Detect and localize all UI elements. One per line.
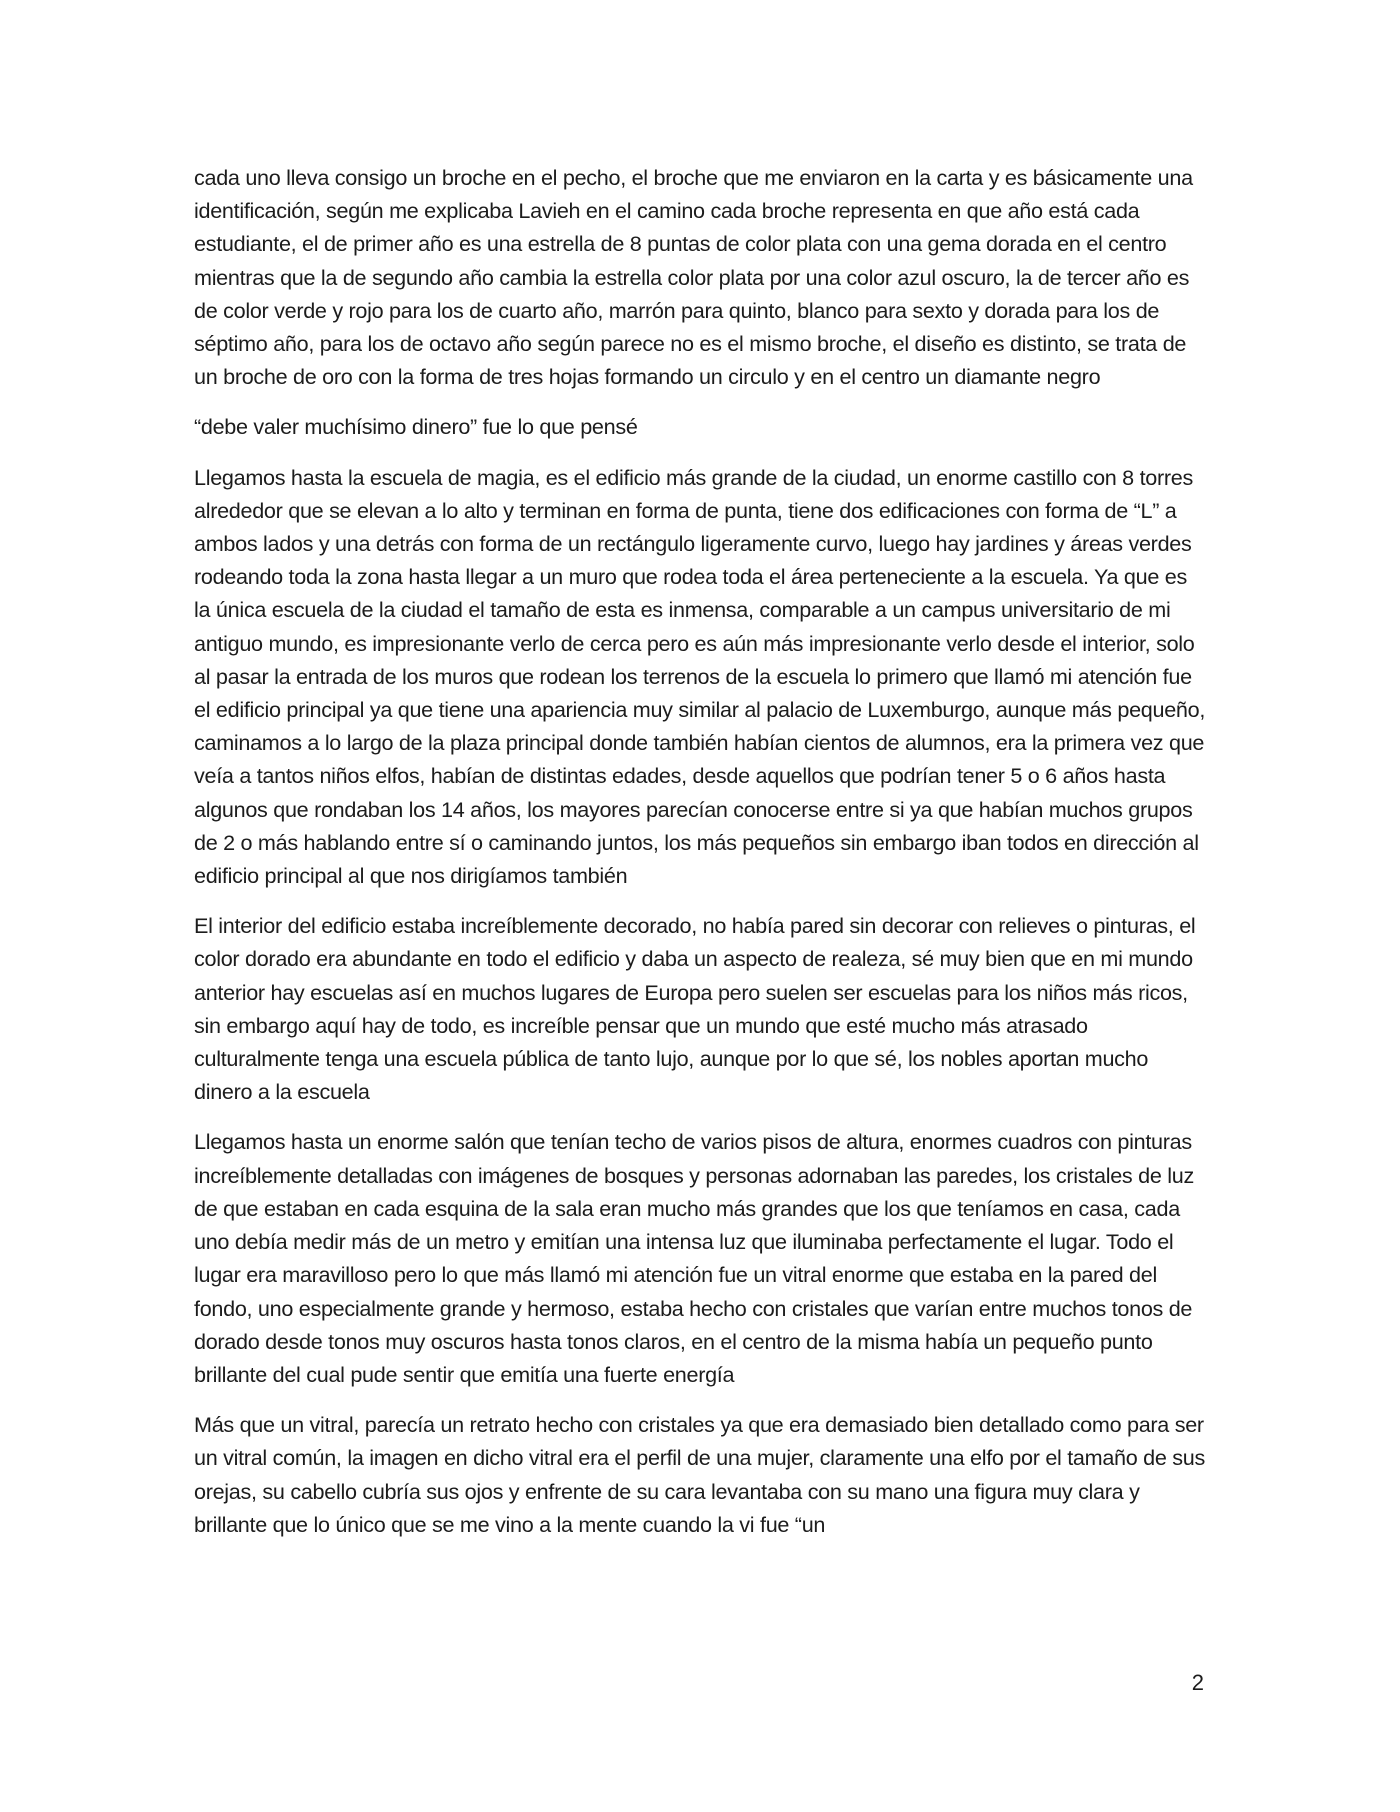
paragraph-5: Llegamos hasta un enorme salón que tenían techo de varios pisos de altura, enormes cuadros con pinturas increíblemente detalladas con imágenes de bosques y personas adornaban las paredes, los cristales de luz de que estaban en cada esquina de la sala eran mucho más grandes que los que teníamos en casa, cada uno debía medir más de un metro y emitían una intensa luz que iluminaba perfectamente el lugar. Todo el lugar era maravilloso pero lo que más llamó mi atención fue un vitral enorme que estaba en la pared del fondo, uno especialmente grande y hermoso, estaba hecho con cristales que varían entre muchos tonos de dorado desde tonos muy oscuros hasta tonos claros, en el centro de la misma había un pequeño punto brillante del cual pude sentir que emitía una fuerte energía [194, 1129, 1194, 1387]
paragraph-6: Más que un vitral, parecía un retrato hecho con cristales ya que era demasiado bien detallado como para ser un vitral común, la imagen en dicho vitral era el perfil de una mujer, claramente una elfo por el tamaño de sus orejas, su cabello cubría sus ojos y enfrente de su cara levantaba con su mano una figura muy clara y brillante que lo único que se me vino a la mente cuando la vi fue “un [194, 1412, 1205, 1537]
document-body [194, 161, 1206, 1558]
paragraph-1: cada uno lleva consigo un broche en el pecho, el broche que me enviaron en la carta y es básicamente una identificación, según me explicaba Lavieh en el camino cada broche representa en que año está cada estudiante, el de primer año es una estrella de 8 puntas de color plata con una gema dorada en el centro mientras que la de segundo año cambia la estrella color plata por una color azul oscuro, la de tercer año es de color verde y rojo para los de cuarto año, marrón para quinto, blanco para sexto y dorada para los de séptimo año, para los de octavo año según parece no es el mismo broche, el diseño es distinto, se trata de un broche de oro con la forma de tres hojas formando un circulo y en el centro un diamante negro [194, 165, 1193, 390]
paragraph-4: El interior del edificio estaba increíblemente decorado, no había pared sin decorar con relieves o pinturas, el color dorado era abundante en todo el edificio y daba un aspecto de realeza, sé muy bien que en mi mundo anterior hay escuelas así en muchos lugares de Europa pero suelen ser escuelas para los niños más ricos, sin embargo aquí hay de todo, es increíble pensar que un mundo que esté mucho más atrasado culturalmente tenga una escuela pública de tanto lujo, aunque por lo que sé, los nobles aportan mucho dinero a la escuela [194, 913, 1196, 1105]
paragraph-3: Llegamos hasta la escuela de magia, es el edificio más grande de la ciudad, un enorme castillo con 8 torres alrededor que se elevan a lo alto y terminan en forma de punta, tiene dos edificaciones con forma de “L” a ambos lados y una detrás con forma de un rectángulo ligeramente curvo, luego hay jardines y áreas verdes rodeando toda la zona hasta llegar a un muro que rodea toda el área perteneciente a la escuela. Ya que es la única escuela de la ciudad el tamaño de esta es inmensa, comparable a un campus universitario de mi antiguo mundo, es impresionante verlo de cerca pero es aún más impresionante verlo desde el interior, solo al pasar la entrada de los muros que rodean los terrenos de la escuela lo primero que llamó mi atención fue el edificio principal ya que tiene una apariencia muy similar al palacio de Luxemburgo, aunque más pequeño, caminamos a lo largo de la plaza principal donde también habían cientos de alumnos, era la primera vez que veía a tantos niños elfos, habían de distintas edades, desde aquellos que podrían tener 5 o 6 años hasta algunos que rondaban los 14 años, los mayores parecían conocerse entre si ya que habían muchos grupos de 2 o más hablando entre sí o caminando juntos, los más pequeños sin embargo iban todos en dirección al edificio principal al que nos dirigíamos también [194, 464, 1206, 889]
page-number: 2 [1191, 1670, 1204, 1695]
paragraph-2: “debe valer muchísimo dinero” fue lo que pensé [194, 414, 638, 440]
